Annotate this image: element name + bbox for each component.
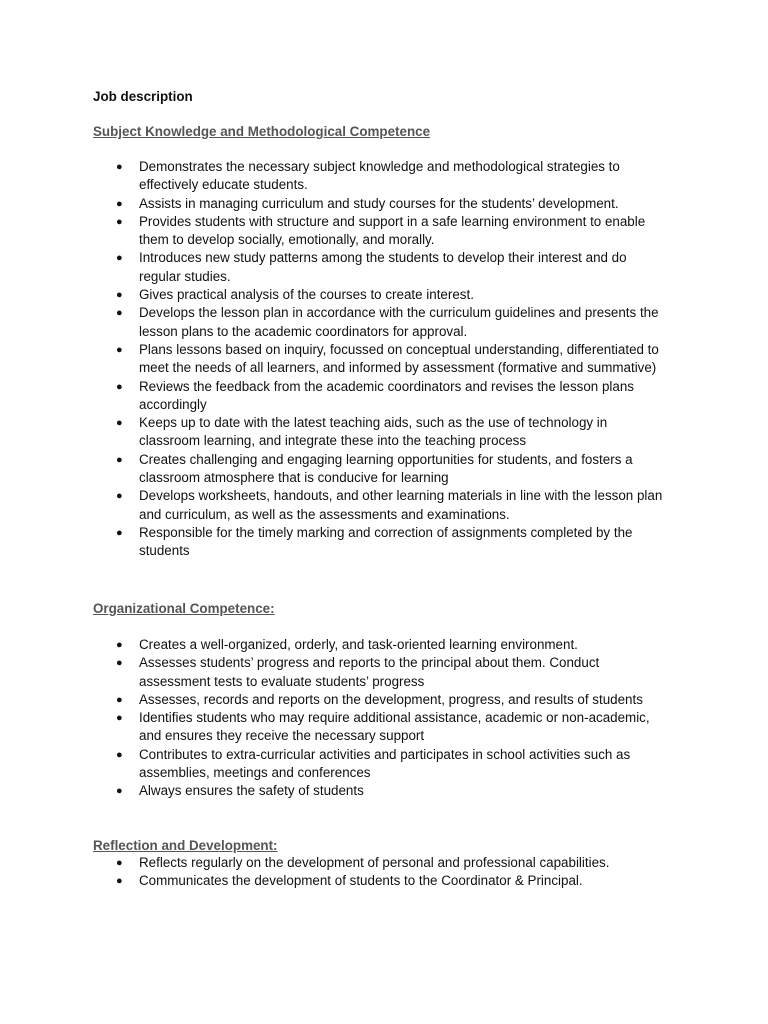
- bullet-icon: ●: [116, 857, 123, 869]
- section-heading-subject-knowledge: Subject Knowledge and Methodological Competence: [93, 124, 431, 139]
- list-item: ● Keeps up to date with the latest teaching aids, such as the use of technology in classroom learning, and integrate these into the teaching process: [116, 415, 608, 449]
- bullet-icon: ●: [116, 161, 123, 173]
- reflection-list: [0, 854, 768, 891]
- list-item: ● Reviews the feedback from the academic coordinators and revises the lesson plans accordingly: [116, 378, 634, 412]
- list-item: ● Demonstrates the necessary subject knowledge and methodological strategies to effectively educate students.: [116, 159, 620, 193]
- list-item: ● Assesses students’ progress and reports to the principal about them. Conduct assessment tests to evaluate students’ progress: [116, 655, 600, 689]
- subject-knowledge-list: [0, 158, 768, 561]
- bullet-icon: ●: [116, 526, 123, 539]
- list-item: ● Develops the lesson plan in accordance with the curriculum guidelines and presents the lesson plans to the academic coordinators for approval.: [116, 305, 659, 339]
- bullet-icon: ●: [116, 343, 123, 356]
- bullet-icon: ●: [116, 875, 123, 888]
- bullet-icon: ●: [116, 693, 123, 706]
- bullet-icon: ●: [116, 785, 123, 798]
- bullet-icon: ●: [116, 712, 123, 725]
- bullet-icon: ●: [116, 639, 123, 651]
- list-item: ● Contributes to extra-curricular activities and participates in school activities such as assemblies, meetings and conferences: [116, 746, 631, 781]
- list-item: ● Responsible for the timely marking and correction of assignments completed by the students: [116, 524, 633, 559]
- list-item: ● Develops worksheets, handouts, and other learning materials in line with the lesson plan and curriculum, as well as the assessments and examinations.: [116, 488, 663, 522]
- document-title: Job description: [93, 89, 193, 104]
- bullet-icon: ●: [116, 307, 123, 320]
- bullet-icon: ●: [116, 252, 123, 265]
- list-item: ● Assesses, records and reports on the development, progress, and results of students: [0, 691, 669, 709]
- list-item: ● Creates challenging and engaging learning opportunities for students, and fosters a classroom atmosphere that is conducive for learning: [116, 451, 633, 486]
- list-item: ● Introduces new study patterns among the students to develop their interest and do regular studies.: [116, 250, 627, 284]
- bullet-icon: ●: [116, 215, 123, 228]
- list-item: ● Plans lessons based on inquiry, focussed on conceptual understanding, differentiated to meet the needs of all learners, and informed by assessment (formative and summative): [116, 341, 659, 376]
- bullet-icon: ●: [116, 289, 123, 302]
- list-item: ● Identifies students who may require additional assistance, academic or non-academic, and ensures they receive the necessary support: [116, 710, 650, 744]
- list-item: ● Reflects regularly on the development of personal and professional capabilities.: [0, 854, 669, 872]
- organizational-list: [0, 636, 768, 801]
- list-item: ● Provides students with structure and support in a safe learning environment to enable them to develop socially, emotionally, and morally.: [116, 213, 646, 248]
- list-item: ● Gives practical analysis of the courses to create interest.: [0, 286, 669, 304]
- bullet-icon: ●: [116, 380, 123, 393]
- section-heading-reflection: Reflection and Development:: [93, 838, 278, 853]
- list-item: ● Always ensures the safety of students: [0, 782, 669, 800]
- list-item: ● Communicates the development of students to the Coordinator & Principal.: [0, 872, 669, 890]
- bullet-icon: ●: [116, 490, 123, 503]
- bullet-icon: ●: [116, 657, 123, 670]
- bullet-icon: ●: [116, 197, 123, 210]
- bullet-icon: ●: [116, 748, 123, 761]
- list-item: ● Assists in managing curriculum and study courses for the students’ development.: [0, 195, 669, 213]
- list-item: ● Creates a well-organized, orderly, and task-oriented learning environment.: [0, 636, 669, 654]
- bullet-icon: ●: [116, 453, 123, 466]
- bullet-icon: ●: [116, 417, 123, 430]
- section-heading-organizational: Organizational Competence:: [93, 601, 275, 616]
